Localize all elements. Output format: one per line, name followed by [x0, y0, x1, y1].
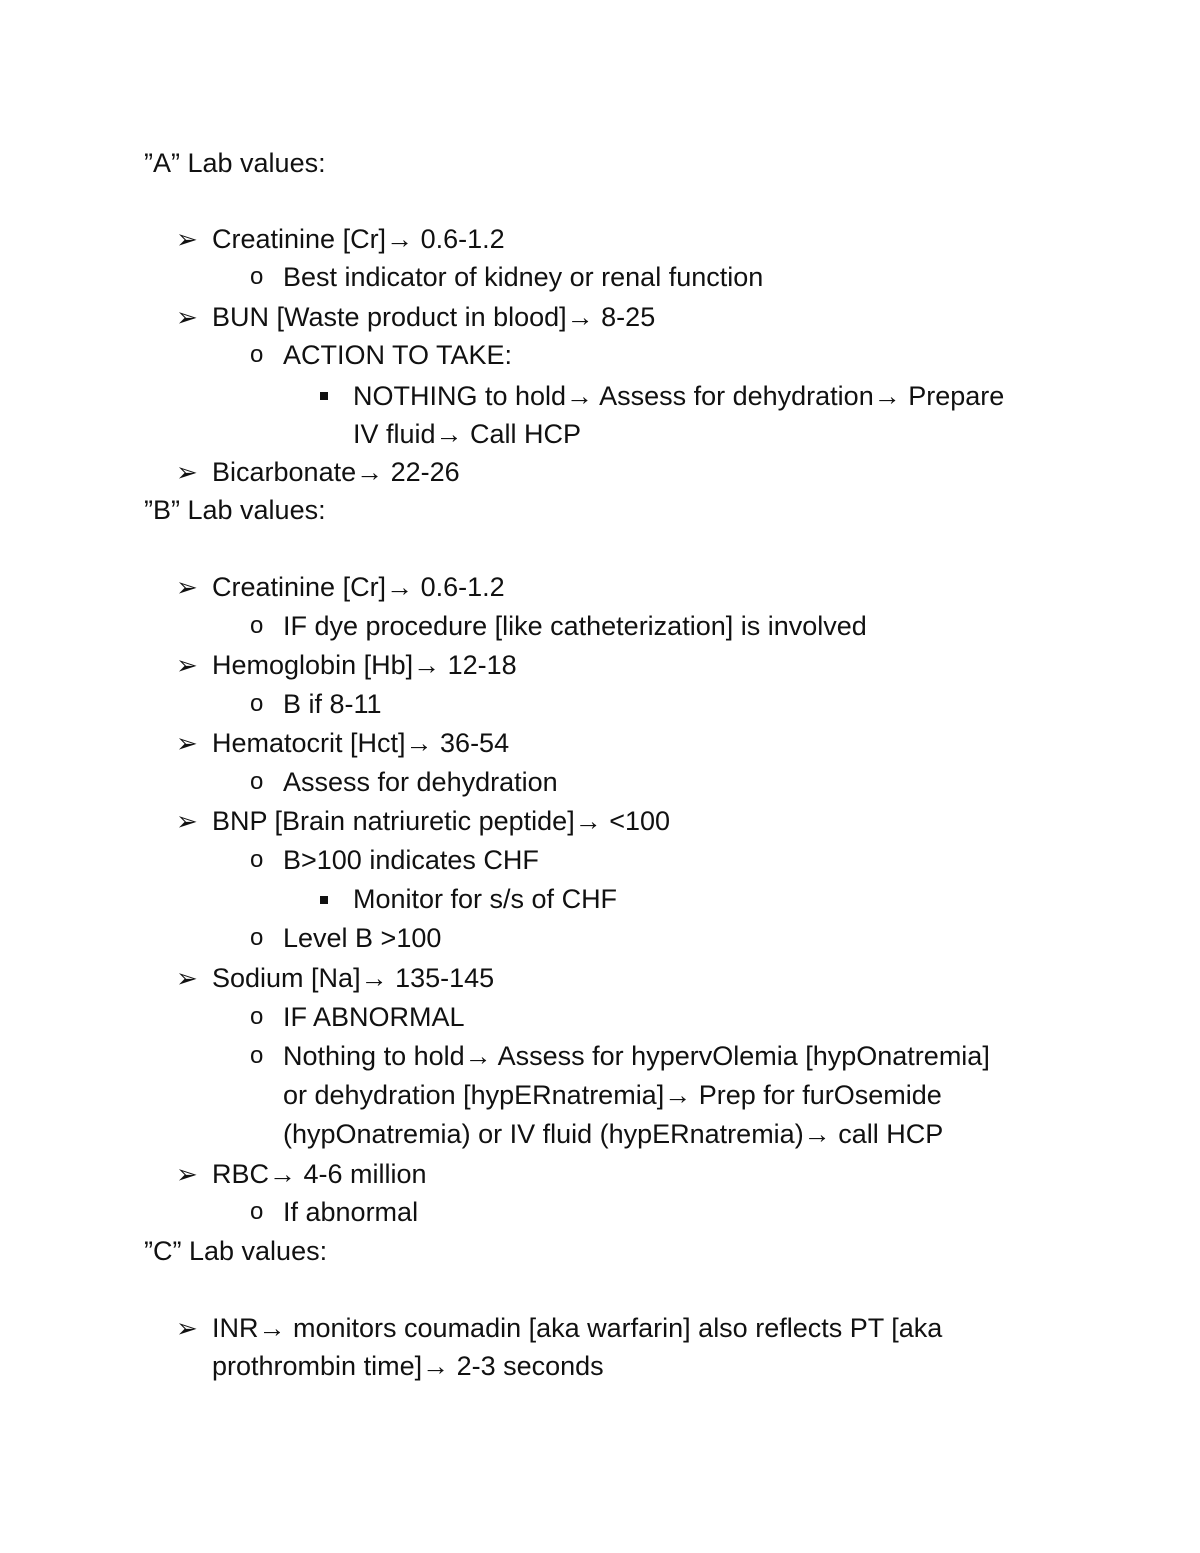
circle-bullet-icon: o: [250, 263, 264, 290]
list-item-c-inr: INR→ monitors coumadin [aka warfarin] also reflects PT [aka: [212, 1313, 943, 1343]
list-item-c-inr-continued: prothrombin time]→ 2-3 seconds: [212, 1351, 604, 1381]
arrow-bullet-icon: ➢: [176, 806, 198, 836]
circle-bullet-icon: o: [250, 1042, 264, 1069]
list-item-b-rbc: RBC→ 4-6 million: [212, 1159, 427, 1189]
section-b-heading: ”B” Lab values:: [144, 495, 326, 525]
circle-bullet-icon: o: [250, 924, 264, 951]
arrow-bullet-icon: ➢: [176, 963, 198, 993]
sub-item-a-creatinine-note: Best indicator of kidney or renal function: [283, 262, 764, 292]
circle-bullet-icon: o: [250, 846, 264, 873]
square-bullet-icon: [320, 896, 328, 904]
circle-bullet-icon: o: [250, 690, 264, 717]
circle-bullet-icon: o: [250, 341, 264, 368]
list-item-a-bicarbonate: Bicarbonate→ 22-26: [212, 457, 460, 487]
sub-item-b-rbc-note: If abnormal: [283, 1197, 419, 1227]
arrow-bullet-icon: ➢: [176, 1159, 198, 1189]
sub-sub-item-b-bnp-detail: Monitor for s/s of CHF: [353, 884, 618, 914]
arrow-bullet-icon: ➢: [176, 728, 198, 758]
list-item-b-hemoglobin: Hemoglobin [Hb]→ 12-18: [212, 650, 517, 680]
sub-item-b-hemoglobin-note: B if 8-11: [283, 689, 382, 719]
square-bullet-icon: [320, 392, 328, 400]
arrow-bullet-icon: ➢: [176, 650, 198, 680]
list-item-a-creatinine: Creatinine [Cr]→ 0.6-1.2: [212, 224, 505, 254]
arrow-bullet-icon: ➢: [176, 302, 198, 332]
list-item-b-creatinine: Creatinine [Cr]→ 0.6-1.2: [212, 572, 505, 602]
section-a-heading: ”A” Lab values:: [144, 148, 326, 178]
sub-item-b-sodium-action-continued: or dehydration [hypERnatremia]→ Prep for furOsemide: [283, 1080, 942, 1110]
sub-item-b-sodium-abnormal: IF ABNORMAL: [283, 1002, 465, 1032]
list-item-b-hematocrit: Hematocrit [Hct]→ 36-54: [212, 728, 510, 758]
sub-item-b-bnp-level: Level B >100: [283, 923, 442, 953]
arrow-bullet-icon: ➢: [176, 572, 198, 602]
sub-item-b-bnp-note: B>100 indicates CHF: [283, 845, 539, 875]
sub-item-b-sodium-action: Nothing to hold→ Assess for hypervOlemia [hypOnatremia]: [283, 1041, 990, 1071]
list-item-b-bnp: BNP [Brain natriuretic peptide]→ <100: [212, 806, 671, 836]
sub-item-a-bun-action: ACTION TO TAKE:: [283, 340, 513, 370]
arrow-bullet-icon: ➢: [176, 457, 198, 487]
circle-bullet-icon: o: [250, 768, 264, 795]
list-item-a-bun: BUN [Waste product in blood]→ 8-25: [212, 302, 656, 332]
section-c-heading: ”C” Lab values:: [144, 1236, 328, 1266]
circle-bullet-icon: o: [250, 1198, 264, 1225]
list-item-b-sodium: Sodium [Na]→ 135-145: [212, 963, 495, 993]
circle-bullet-icon: o: [250, 1003, 264, 1030]
sub-sub-item-a-bun-action-detail: NOTHING to hold→ Assess for dehydration→ Prepare: [353, 381, 1005, 411]
arrow-bullet-icon: ➢: [176, 224, 198, 254]
sub-item-b-sodium-action-continued: (hypOnatremia) or IV fluid (hypERnatremia)→ call HCP: [283, 1119, 944, 1149]
sub-item-b-hematocrit-note: Assess for dehydration: [283, 767, 558, 797]
sub-item-b-creatinine-note: IF dye procedure [like catheterization] is involved: [283, 611, 867, 641]
arrow-bullet-icon: ➢: [176, 1313, 198, 1343]
circle-bullet-icon: o: [250, 612, 264, 639]
sub-sub-item-a-bun-action-detail-continued: IV fluid→ Call HCP: [353, 419, 582, 449]
